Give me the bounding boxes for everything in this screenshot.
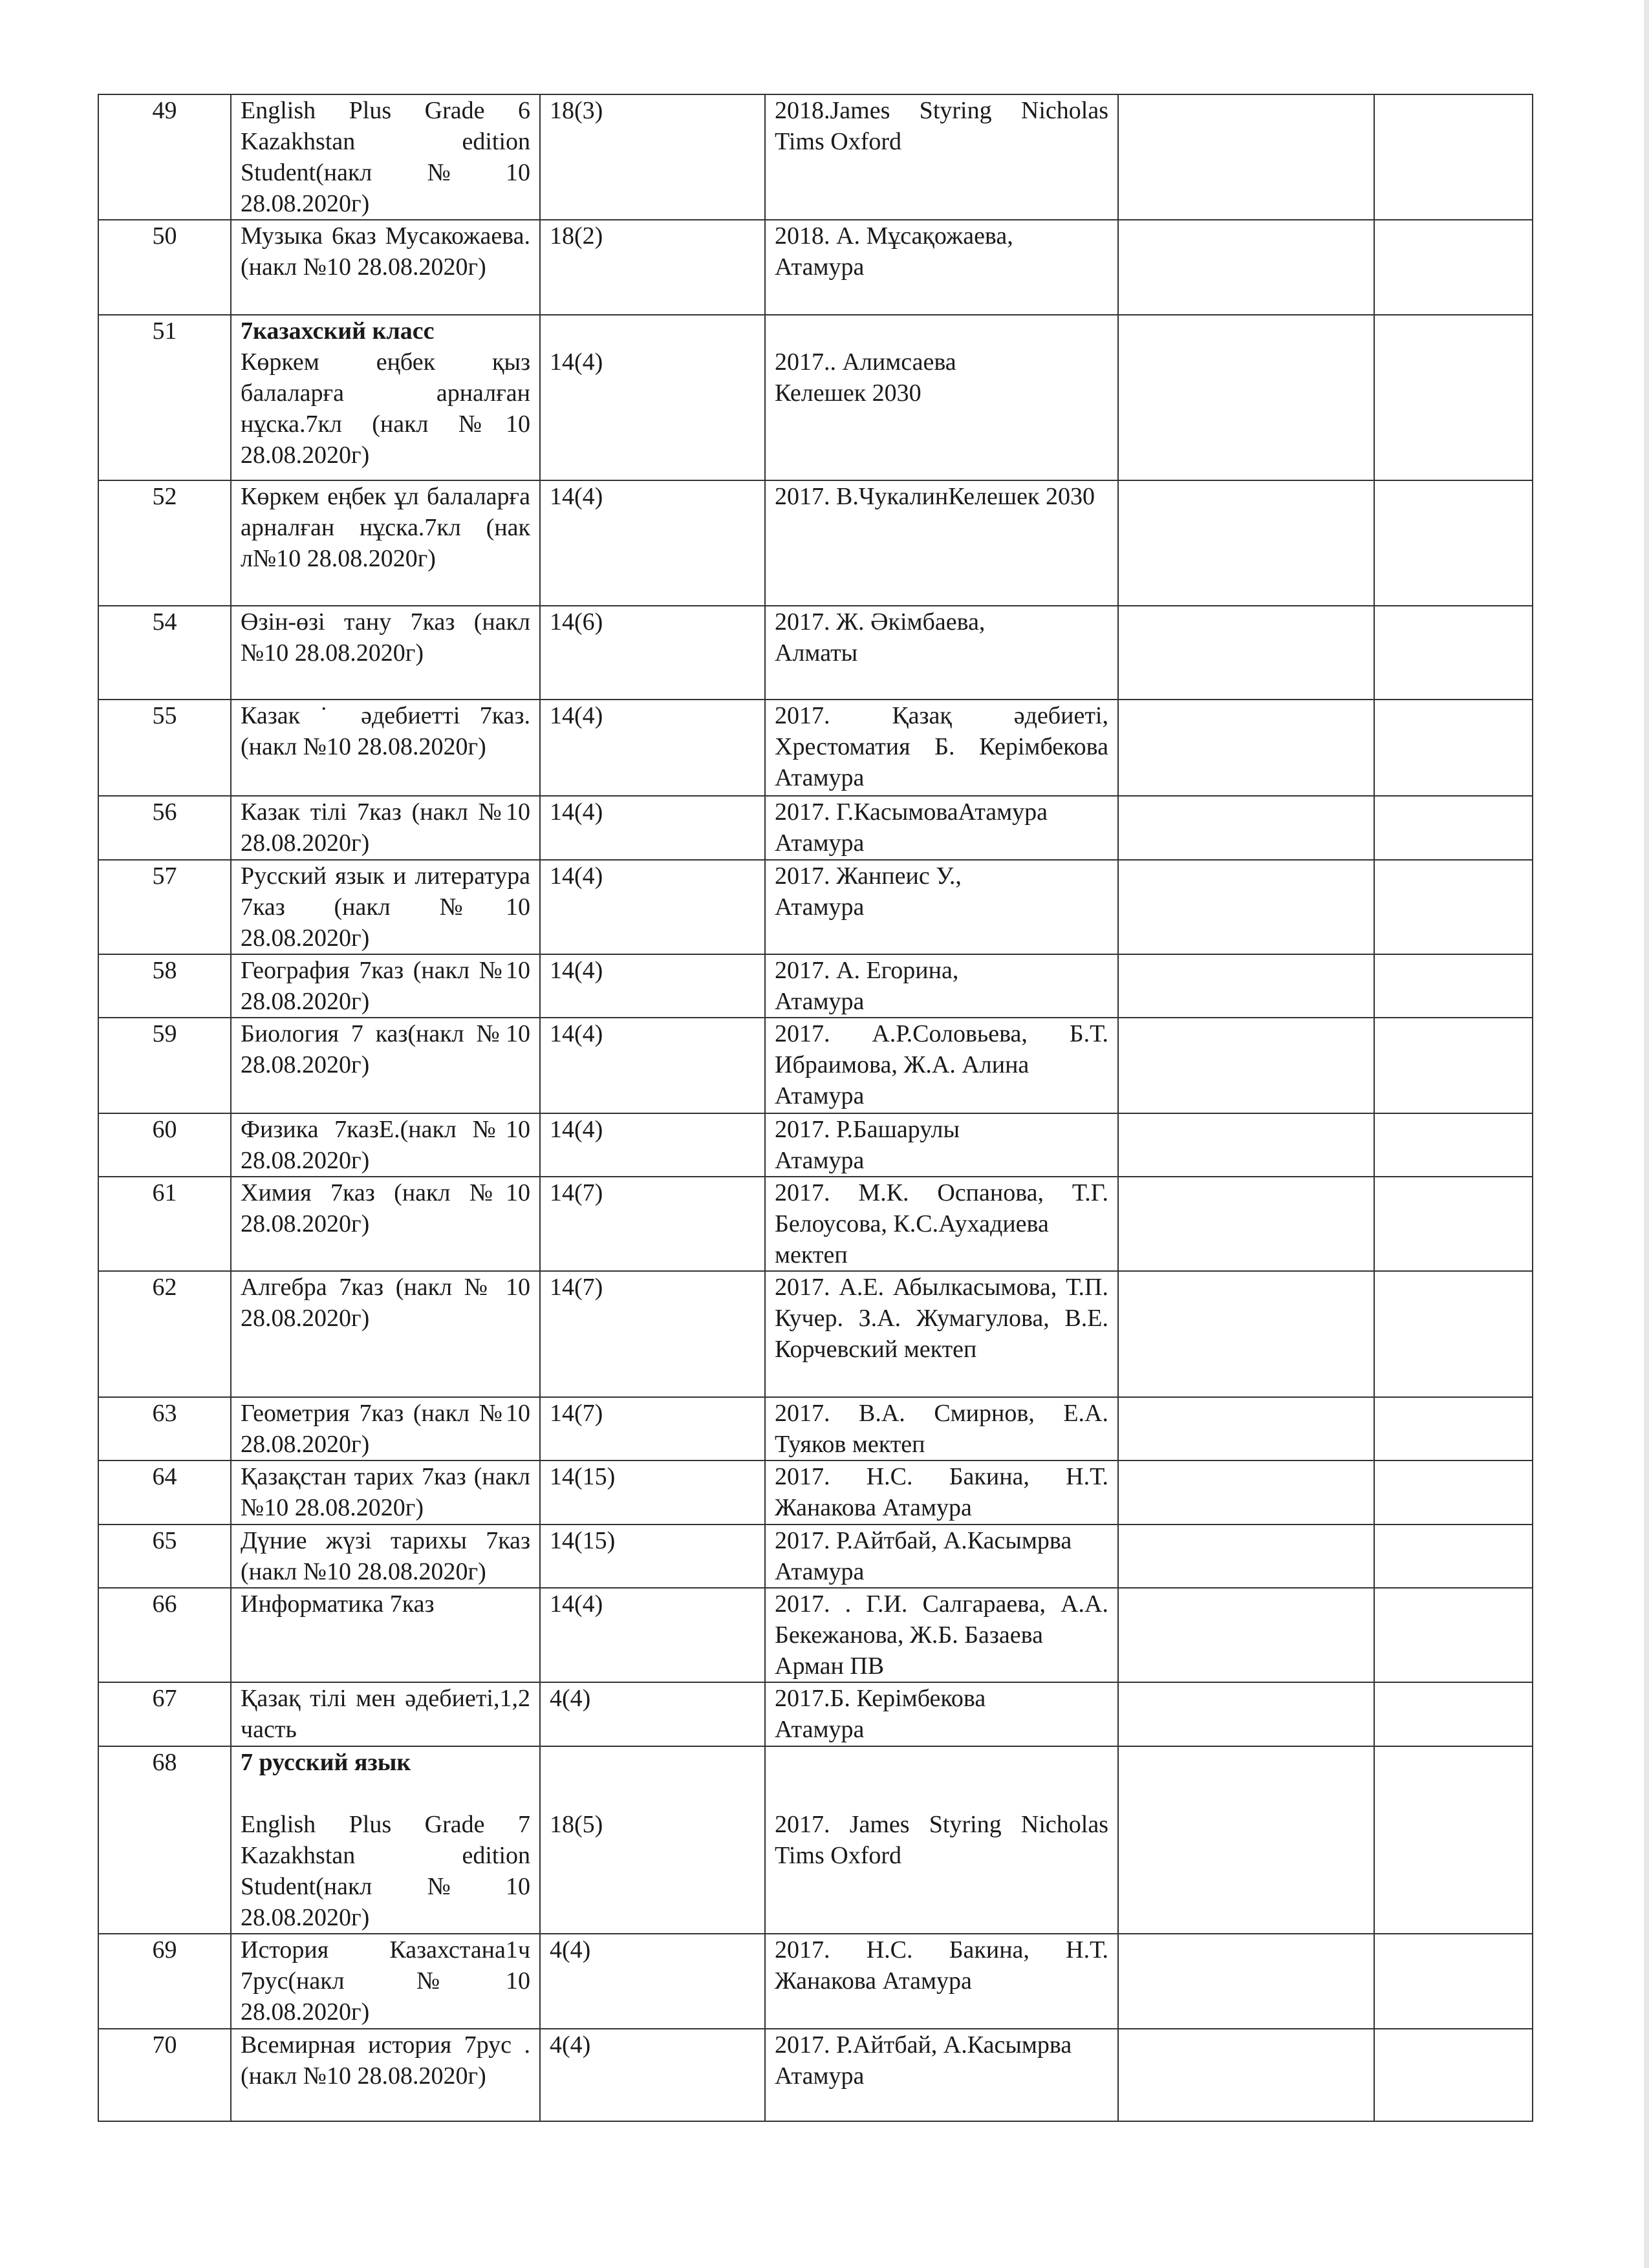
book-title: История Казахстана1ч 7рус(накл №10 28.08.2020г) bbox=[241, 1936, 530, 2026]
book-title-cell bbox=[231, 315, 540, 480]
empty-cell bbox=[1374, 1271, 1533, 1397]
publisher-info: 2017. Қазақ әдебиеті, Хрестоматия Б. Керімбекова Атамура bbox=[775, 702, 1108, 791]
book-title-cell bbox=[231, 94, 540, 220]
publisher-info: 2017. М.К. Оспанова, Т.Г. Белоусова, К.С.Аухадиева мектеп bbox=[775, 1179, 1108, 1268]
empty-cell bbox=[1374, 1397, 1533, 1460]
publisher-cell bbox=[765, 220, 1118, 315]
publisher-info: 2017. Н.С. Бакина, Н.Т. Жанакова Атамура bbox=[775, 1936, 1108, 1995]
table-row bbox=[98, 860, 1533, 954]
publisher-cell bbox=[765, 1934, 1118, 2029]
empty-cell bbox=[1118, 1460, 1374, 1524]
row-number: 62 bbox=[98, 1271, 231, 1397]
publisher-info: 2017. Г.КасымоваАтамура Атамура bbox=[775, 798, 1048, 857]
quantity: 14(7) bbox=[540, 1177, 765, 1271]
empty-cell bbox=[1118, 1018, 1374, 1113]
empty-cell bbox=[1374, 2029, 1533, 2121]
publisher-cell bbox=[765, 1271, 1118, 1397]
publisher-info: 2017.. Алимсаева Келешек 2030 bbox=[775, 348, 956, 407]
quantity: 4(4) bbox=[540, 1934, 765, 2029]
publisher-info: 2017. В.ЧукалинКелешек 2030 bbox=[775, 483, 1095, 510]
table-row bbox=[98, 1113, 1533, 1177]
table-row bbox=[98, 1397, 1533, 1460]
empty-cell bbox=[1118, 1271, 1374, 1397]
publisher-cell bbox=[765, 315, 1118, 480]
empty-cell bbox=[1118, 700, 1374, 796]
publisher-cell bbox=[765, 1588, 1118, 1682]
publisher-info: 2017. А.Р.Соловьева, Б.Т. Ибраимова, Ж.А. Алина Атамура bbox=[775, 1020, 1108, 1109]
empty-cell bbox=[1374, 94, 1533, 220]
empty-cell bbox=[1118, 480, 1374, 606]
book-title-cell bbox=[231, 1113, 540, 1177]
book-title-cell bbox=[231, 1524, 540, 1588]
book-title-cell bbox=[231, 700, 540, 796]
book-title: География 7каз (накл №10 28.08.2020г) bbox=[241, 957, 530, 1015]
table-body bbox=[98, 94, 1533, 2121]
empty-cell bbox=[1374, 796, 1533, 860]
publisher-cell bbox=[765, 480, 1118, 606]
empty-cell bbox=[1374, 1934, 1533, 2029]
row-number: 63 bbox=[98, 1397, 231, 1460]
book-title-cell bbox=[231, 480, 540, 606]
book-title-cell bbox=[231, 1746, 540, 1934]
book-title-cell bbox=[231, 796, 540, 860]
book-title: Геометрия 7каз (накл №10 28.08.2020г) bbox=[241, 1400, 530, 1458]
row-number: 61 bbox=[98, 1177, 231, 1271]
empty-cell bbox=[1118, 315, 1374, 480]
table-row bbox=[98, 480, 1533, 606]
quantity: 14(7) bbox=[540, 1271, 765, 1397]
empty-cell bbox=[1118, 1113, 1374, 1177]
quantity: 14(15) bbox=[540, 1524, 765, 1588]
publisher-cell bbox=[765, 1746, 1118, 1934]
publisher-info: 2017. А. Егорина, Атамура bbox=[775, 957, 959, 1015]
empty-cell bbox=[1118, 1177, 1374, 1271]
book-title-cell bbox=[231, 1588, 540, 1682]
publisher-cell bbox=[765, 1460, 1118, 1524]
row-number: 49 bbox=[98, 94, 231, 220]
row-number: 58 bbox=[98, 954, 231, 1018]
book-title: Химия 7каз (накл №10 28.08.2020г) bbox=[241, 1179, 530, 1237]
book-title-cell bbox=[231, 1460, 540, 1524]
empty-cell bbox=[1374, 954, 1533, 1018]
table-row bbox=[98, 1746, 1533, 1934]
table-row bbox=[98, 220, 1533, 315]
table-row bbox=[98, 700, 1533, 796]
empty-cell bbox=[1118, 954, 1374, 1018]
publisher-cell bbox=[765, 1018, 1118, 1113]
row-number: 51 bbox=[98, 315, 231, 480]
quantity: 14(4) bbox=[540, 1113, 765, 1177]
publisher-cell bbox=[765, 94, 1118, 220]
publisher-info: 2018.James Styring Nicholas Tims Oxford bbox=[775, 97, 1108, 155]
empty-cell bbox=[1118, 1524, 1374, 1588]
book-title-cell bbox=[231, 1018, 540, 1113]
empty-cell bbox=[1118, 606, 1374, 700]
quantity: 14(4) bbox=[540, 700, 765, 796]
book-title-cell bbox=[231, 1271, 540, 1397]
empty-cell bbox=[1118, 1746, 1374, 1934]
table-row bbox=[98, 315, 1533, 480]
table-row bbox=[98, 1682, 1533, 1746]
book-title: English Plus Grade 6 Kazakhstan edition Student(накл№10 28.08.2020г) bbox=[241, 97, 530, 217]
table-row bbox=[98, 2029, 1533, 2121]
publisher-info: 2017.Б. Керімбекова Атамура bbox=[775, 1685, 986, 1743]
book-title: Всемирная история 7рус . (накл №10 28.08.2020г) bbox=[241, 2031, 530, 2090]
quantity: 14(15) bbox=[540, 1460, 765, 1524]
quantity: 14(4) bbox=[540, 315, 765, 480]
empty-cell bbox=[1374, 860, 1533, 954]
empty-cell bbox=[1374, 1113, 1533, 1177]
book-title: Өзін-өзі тану 7каз (накл №10 28.08.2020г) bbox=[241, 608, 530, 667]
table-row bbox=[98, 1588, 1533, 1682]
empty-cell bbox=[1374, 1524, 1533, 1588]
book-title: Физика 7казЕ.(накл №10 28.08.2020г) bbox=[241, 1116, 530, 1174]
table-row bbox=[98, 1524, 1533, 1588]
quantity: 14(4) bbox=[540, 1588, 765, 1682]
row-number: 54 bbox=[98, 606, 231, 700]
empty-cell bbox=[1118, 1682, 1374, 1746]
empty-cell bbox=[1374, 220, 1533, 315]
book-title-cell bbox=[231, 2029, 540, 2121]
quantity: 18(3) bbox=[540, 94, 765, 220]
publisher-cell bbox=[765, 606, 1118, 700]
publisher-info: 2017. Жанпеис У., Атамура bbox=[775, 862, 962, 921]
publisher-cell bbox=[765, 954, 1118, 1018]
empty-cell bbox=[1374, 480, 1533, 606]
empty-cell bbox=[1374, 700, 1533, 796]
table-row bbox=[98, 94, 1533, 220]
empty-cell bbox=[1118, 796, 1374, 860]
book-title: Көркем еңбек ұл балаларға арналған нұска.7кл (нак л№10 28.08.2020г) bbox=[241, 483, 530, 572]
book-title: Русский язык и литература 7каз (накл №10 28.08.2020г) bbox=[241, 862, 530, 952]
row-number: 52 bbox=[98, 480, 231, 606]
publisher-info: 2017. Ж. Әкімбаева, Алматы bbox=[775, 608, 986, 667]
empty-cell bbox=[1374, 315, 1533, 480]
empty-cell bbox=[1118, 220, 1374, 315]
book-title-cell bbox=[231, 606, 540, 700]
book-title-cell bbox=[231, 1177, 540, 1271]
publisher-cell bbox=[765, 1177, 1118, 1271]
table-row bbox=[98, 1460, 1533, 1524]
textbook-table bbox=[98, 94, 1533, 2122]
book-title: Дүние жүзі тарихы 7каз (накл №10 28.08.2020г) bbox=[241, 1527, 530, 1585]
quantity: 18(2) bbox=[540, 220, 765, 315]
row-number: 56 bbox=[98, 796, 231, 860]
row-number: 70 bbox=[98, 2029, 231, 2121]
empty-cell bbox=[1374, 1018, 1533, 1113]
row-number: 65 bbox=[98, 1524, 231, 1588]
publisher-cell bbox=[765, 1682, 1118, 1746]
quantity: 14(4) bbox=[540, 480, 765, 606]
section-heading: 7 русский язык bbox=[241, 1749, 411, 1776]
publisher-info: 2017. А.Е. Абылкасымова, Т.П. Кучер. З.А. Жумагулова, В.Е. Корчевский мектеп bbox=[775, 1274, 1108, 1363]
book-title-cell bbox=[231, 860, 540, 954]
empty-cell bbox=[1374, 1588, 1533, 1682]
book-title: Информатика 7каз bbox=[241, 1590, 435, 1618]
book-title-cell bbox=[231, 220, 540, 315]
section-heading: 7казахский класс bbox=[241, 317, 435, 345]
publisher-info: 2017. Н.С. Бакина, Н.Т. Жанакова Атамура bbox=[775, 1463, 1108, 1521]
book-title: Казак ˙ әдебиетті 7каз.(накл №10 28.08.2020г) bbox=[241, 702, 530, 760]
quantity: 14(6) bbox=[540, 606, 765, 700]
publisher-cell bbox=[765, 1113, 1118, 1177]
quantity: 18(5) bbox=[540, 1746, 765, 1934]
row-number: 57 bbox=[98, 860, 231, 954]
row-number: 66 bbox=[98, 1588, 231, 1682]
publisher-info: 2018. А. Мұсақожаева, Атамура bbox=[775, 222, 1013, 281]
empty-cell bbox=[1118, 1588, 1374, 1682]
empty-cell bbox=[1118, 1934, 1374, 2029]
empty-cell bbox=[1374, 606, 1533, 700]
scan-edge bbox=[1644, 0, 1649, 2268]
publisher-cell bbox=[765, 1397, 1118, 1460]
quantity: 4(4) bbox=[540, 2029, 765, 2121]
empty-cell bbox=[1118, 1397, 1374, 1460]
book-title: Музыка 6каз Мусакожаева. (накл №10 28.08.2020г) bbox=[241, 222, 530, 281]
table-row bbox=[98, 954, 1533, 1018]
empty-cell bbox=[1374, 1177, 1533, 1271]
empty-cell bbox=[1118, 2029, 1374, 2121]
row-number: 67 bbox=[98, 1682, 231, 1746]
quantity: 14(4) bbox=[540, 860, 765, 954]
book-title-cell bbox=[231, 1397, 540, 1460]
empty-cell bbox=[1374, 1460, 1533, 1524]
publisher-cell bbox=[765, 1524, 1118, 1588]
book-title: Қазақ тілі мен әдебиеті,1,2 часть bbox=[241, 1685, 530, 1743]
empty-cell bbox=[1374, 1682, 1533, 1746]
table-row bbox=[98, 1177, 1533, 1271]
publisher-info: 2017. James Styring Nicholas Tims Oxford bbox=[775, 1811, 1108, 1869]
table-row bbox=[98, 1934, 1533, 2029]
table-row bbox=[98, 1018, 1533, 1113]
empty-cell bbox=[1118, 860, 1374, 954]
quantity: 4(4) bbox=[540, 1682, 765, 1746]
publisher-cell bbox=[765, 2029, 1118, 2121]
quantity: 14(4) bbox=[540, 954, 765, 1018]
row-number: 69 bbox=[98, 1934, 231, 2029]
quantity: 14(4) bbox=[540, 796, 765, 860]
book-title: Қазақстан тарих 7каз (накл №10 28.08.2020г) bbox=[241, 1463, 530, 1521]
row-number: 55 bbox=[98, 700, 231, 796]
book-title-cell bbox=[231, 1682, 540, 1746]
row-number: 68 bbox=[98, 1746, 231, 1934]
book-title: Казак тілі 7каз (накл №10 28.08.2020г) bbox=[241, 798, 530, 857]
row-number: 60 bbox=[98, 1113, 231, 1177]
publisher-info: 2017. Р.Айтбай, А.Касымрва Атамура bbox=[775, 2031, 1072, 2090]
publisher-info: 2017. . Г.И. Салгараева, А.А. Бекежанова, Ж.Б. Базаева Арман ПВ bbox=[775, 1590, 1108, 1680]
book-title: Алгебра 7каз (накл № 10 28.08.2020г) bbox=[241, 1274, 530, 1332]
book-title-cell bbox=[231, 954, 540, 1018]
row-number: 64 bbox=[98, 1460, 231, 1524]
publisher-cell bbox=[765, 796, 1118, 860]
publisher-info: 2017. Р.Айтбай, А.Касымрва Атамура bbox=[775, 1527, 1072, 1585]
row-number: 50 bbox=[98, 220, 231, 315]
publisher-info: 2017. Р.Башарулы Атамура bbox=[775, 1116, 960, 1174]
book-title-cell bbox=[231, 1934, 540, 2029]
publisher-cell bbox=[765, 700, 1118, 796]
table-row bbox=[98, 1271, 1533, 1397]
publisher-info: 2017. В.А. Смирнов, Е.А. Туяков мектеп bbox=[775, 1400, 1108, 1458]
table-row bbox=[98, 796, 1533, 860]
book-title: Биология 7 каз(накл №10 28.08.2020г) bbox=[241, 1020, 530, 1078]
quantity: 14(4) bbox=[540, 1018, 765, 1113]
publisher-cell bbox=[765, 860, 1118, 954]
empty-cell bbox=[1374, 1746, 1533, 1934]
book-title: Көркем еңбек қыз балаларға арналған нұска.7кл (накл №10 28.08.2020г) bbox=[241, 348, 530, 469]
row-number: 59 bbox=[98, 1018, 231, 1113]
empty-cell bbox=[1118, 94, 1374, 220]
table-row bbox=[98, 606, 1533, 700]
book-title: English Plus Grade 7 Kazakhstan edition Student(накл№10 28.08.2020г) bbox=[241, 1811, 530, 1931]
quantity: 14(7) bbox=[540, 1397, 765, 1460]
